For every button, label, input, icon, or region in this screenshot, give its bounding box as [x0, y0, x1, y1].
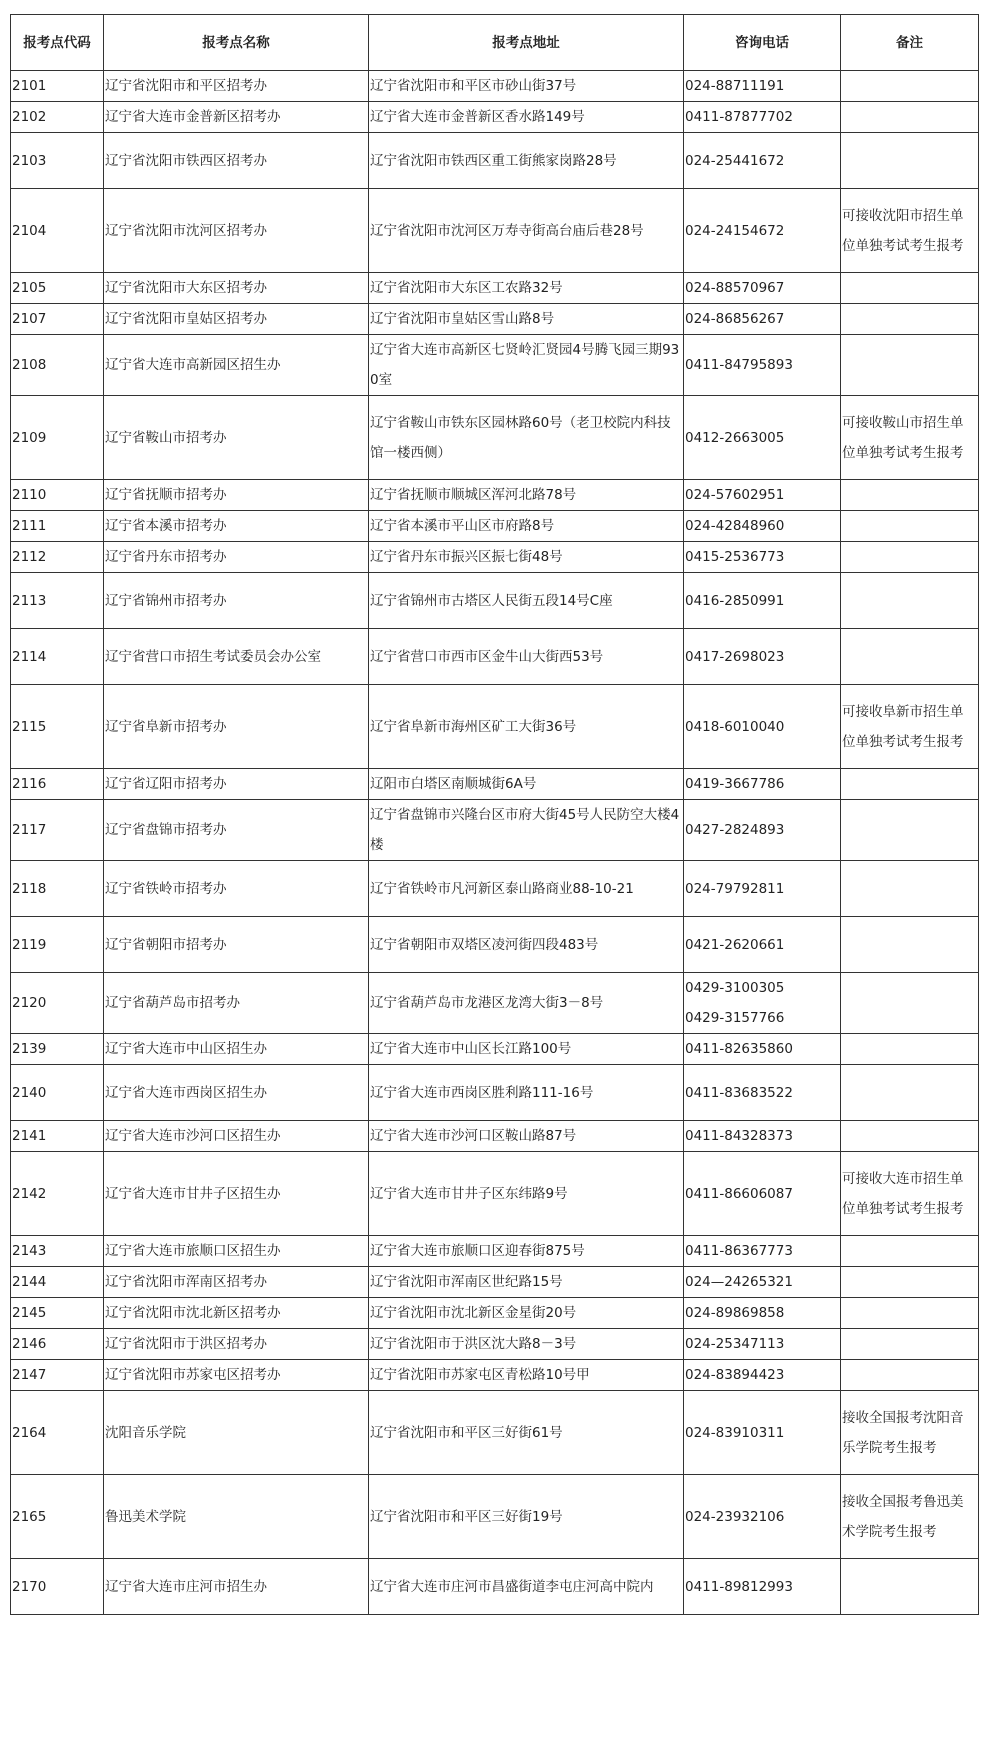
table-row	[11, 480, 979, 511]
cell-name: 辽宁省大连市高新园区招生办	[104, 335, 369, 396]
cell-name: 辽宁省盘锦市招考办	[104, 800, 369, 861]
cell-phone	[684, 102, 841, 133]
phone-number: 0418-6010040	[685, 718, 785, 735]
cell-address: 辽宁省沈阳市和平区三好街61号	[369, 1391, 684, 1475]
cell-name: 辽宁省葫芦岛市招考办	[104, 973, 369, 1034]
phone-number: 024-24154672	[685, 222, 785, 239]
cell-note	[841, 1065, 979, 1121]
cell-address: 辽宁省丹东市振兴区振七街48号	[369, 542, 684, 573]
phone-number: 024—24265321	[685, 1274, 793, 1290]
cell-note	[841, 304, 979, 335]
cell-address: 辽宁省沈阳市大东区工农路32号	[369, 273, 684, 304]
table-row	[11, 1298, 979, 1329]
cell-address: 辽阳市白塔区南顺城街6A号	[369, 769, 684, 800]
table-row	[11, 335, 979, 396]
cell-phone	[684, 800, 841, 861]
cell-phone	[684, 189, 841, 273]
cell-code: 2109	[11, 396, 104, 480]
cell-phone	[684, 133, 841, 189]
phone-number: 0412-2663005	[685, 429, 785, 446]
cell-code: 2107	[11, 304, 104, 335]
cell-name: 辽宁省营口市招生考试委员会办公室	[104, 629, 369, 685]
phone-number: 024-86856267	[685, 311, 785, 327]
cell-phone	[684, 511, 841, 542]
table-row	[11, 973, 979, 1034]
cell-address: 辽宁省大连市沙河口区鞍山路87号	[369, 1121, 684, 1152]
cell-name: 辽宁省大连市旅顺口区招生办	[104, 1236, 369, 1267]
table-row	[11, 304, 979, 335]
table-row	[11, 1236, 979, 1267]
table-row	[11, 1391, 979, 1475]
cell-phone	[684, 273, 841, 304]
phone-number: 0411-82635860	[685, 1041, 793, 1057]
cell-name: 辽宁省本溪市招考办	[104, 511, 369, 542]
cell-note	[841, 542, 979, 573]
cell-phone	[684, 304, 841, 335]
phone-number: 0411-87877702	[685, 109, 793, 125]
cell-code: 2145	[11, 1298, 104, 1329]
cell-code: 2146	[11, 1329, 104, 1360]
cell-address: 辽宁省沈阳市和平区市砂山街37号	[369, 71, 684, 102]
cell-name: 辽宁省抚顺市招考办	[104, 480, 369, 511]
cell-name: 辽宁省大连市金普新区招考办	[104, 102, 369, 133]
cell-name: 辽宁省沈阳市于洪区招考办	[104, 1329, 369, 1360]
cell-code: 2117	[11, 800, 104, 861]
exam-site-table	[10, 14, 979, 1615]
cell-code: 2118	[11, 861, 104, 917]
cell-address: 辽宁省大连市旅顺口区迎春街875号	[369, 1236, 684, 1267]
cell-address: 辽宁省沈阳市沈北新区金星街20号	[369, 1298, 684, 1329]
cell-code: 2101	[11, 71, 104, 102]
table-row	[11, 542, 979, 573]
cell-phone	[684, 1065, 841, 1121]
cell-note	[841, 1360, 979, 1391]
cell-code: 2164	[11, 1391, 104, 1475]
cell-code: 2116	[11, 769, 104, 800]
cell-name: 辽宁省沈阳市铁西区招考办	[104, 133, 369, 189]
cell-address: 辽宁省沈阳市于洪区沈大路8－3号	[369, 1329, 684, 1360]
cell-note	[841, 1034, 979, 1065]
cell-name: 辽宁省朝阳市招考办	[104, 917, 369, 973]
table-row	[11, 1065, 979, 1121]
cell-code: 2170	[11, 1559, 104, 1615]
table-row	[11, 1152, 979, 1236]
cell-name: 沈阳音乐学院	[104, 1391, 369, 1475]
cell-note	[841, 273, 979, 304]
cell-address: 辽宁省沈阳市浑南区世纪路15号	[369, 1267, 684, 1298]
cell-name: 辽宁省锦州市招考办	[104, 573, 369, 629]
cell-phone	[684, 917, 841, 973]
cell-code: 2144	[11, 1267, 104, 1298]
phone-number: 0411-83683522	[685, 1084, 793, 1101]
table-row	[11, 629, 979, 685]
phone-number: 024-89869858	[685, 1305, 785, 1321]
cell-name: 鲁迅美术学院	[104, 1475, 369, 1559]
phone-number: 0429-3100305	[685, 980, 785, 996]
phone-number: 024-42848960	[685, 518, 785, 534]
cell-phone	[684, 1034, 841, 1065]
cell-address: 辽宁省大连市庄河市昌盛街道李屯庄河高中院内	[369, 1559, 684, 1615]
cell-address: 辽宁省大连市中山区长江路100号	[369, 1034, 684, 1065]
phone-number: 0419-3667786	[685, 776, 785, 792]
cell-name: 辽宁省铁岭市招考办	[104, 861, 369, 917]
cell-note	[841, 1559, 979, 1615]
cell-address: 辽宁省铁岭市凡河新区泰山路商业88-10-21	[369, 861, 684, 917]
cell-code: 2165	[11, 1475, 104, 1559]
cell-note: 接收全国报考鲁迅美术学院考生报考	[841, 1475, 979, 1559]
table-row	[11, 1360, 979, 1391]
cell-address: 辽宁省本溪市平山区市府路8号	[369, 511, 684, 542]
phone-number: 0411-84328373	[685, 1128, 793, 1144]
cell-code: 2139	[11, 1034, 104, 1065]
cell-note: 可接收大连市招生单位单独考试考生报考	[841, 1152, 979, 1236]
cell-code: 2111	[11, 511, 104, 542]
cell-note: 可接收沈阳市招生单位单独考试考生报考	[841, 189, 979, 273]
cell-note: 可接收鞍山市招生单位单独考试考生报考	[841, 396, 979, 480]
cell-phone	[684, 629, 841, 685]
cell-phone	[684, 480, 841, 511]
cell-address: 辽宁省朝阳市双塔区凌河街四段483号	[369, 917, 684, 973]
table-row	[11, 573, 979, 629]
cell-name: 辽宁省沈阳市和平区招考办	[104, 71, 369, 102]
phone-number: 024-79792811	[685, 880, 785, 897]
phone-number: 024-25441672	[685, 152, 785, 169]
phone-number: 024-23932106	[685, 1508, 785, 1525]
cell-name: 辽宁省丹东市招考办	[104, 542, 369, 573]
cell-phone	[684, 1475, 841, 1559]
cell-name: 辽宁省沈阳市大东区招考办	[104, 273, 369, 304]
cell-code: 2103	[11, 133, 104, 189]
phone-number: 0417-2698023	[685, 648, 785, 665]
header-note: 备注	[841, 15, 979, 71]
phone-number: 0427-2824893	[685, 822, 785, 838]
header-phone: 咨询电话	[684, 15, 841, 71]
phone-number: 0421-2620661	[685, 936, 785, 953]
cell-phone	[684, 1329, 841, 1360]
cell-name: 辽宁省大连市中山区招生办	[104, 1034, 369, 1065]
phone-number: 0415-2536773	[685, 549, 785, 565]
table-row	[11, 1267, 979, 1298]
cell-phone	[684, 335, 841, 396]
table-row	[11, 396, 979, 480]
phone-number: 024-25347113	[685, 1336, 785, 1352]
cell-code: 2108	[11, 335, 104, 396]
cell-address: 辽宁省沈阳市和平区三好街19号	[369, 1475, 684, 1559]
cell-note	[841, 629, 979, 685]
cell-phone	[684, 1267, 841, 1298]
cell-phone	[684, 1236, 841, 1267]
phone-number: 024-83894423	[685, 1367, 785, 1383]
phone-number: 0411-89812993	[685, 1578, 793, 1595]
cell-address: 辽宁省大连市金普新区香水路149号	[369, 102, 684, 133]
cell-phone	[684, 396, 841, 480]
cell-code: 2105	[11, 273, 104, 304]
cell-code: 2147	[11, 1360, 104, 1391]
cell-note	[841, 769, 979, 800]
phone-number: 0411-86367773	[685, 1243, 793, 1259]
cell-name: 辽宁省大连市甘井子区招生办	[104, 1152, 369, 1236]
table-row	[11, 800, 979, 861]
cell-note	[841, 102, 979, 133]
cell-code: 2104	[11, 189, 104, 273]
cell-address: 辽宁省阜新市海州区矿工大街36号	[369, 685, 684, 769]
phone-number: 0411-86606087	[685, 1185, 793, 1202]
table-row	[11, 71, 979, 102]
cell-address: 辽宁省抚顺市顺城区浑河北路78号	[369, 480, 684, 511]
table-row	[11, 1475, 979, 1559]
table-row	[11, 133, 979, 189]
cell-note	[841, 133, 979, 189]
cell-phone	[684, 573, 841, 629]
cell-name: 辽宁省大连市庄河市招生办	[104, 1559, 369, 1615]
cell-note	[841, 1298, 979, 1329]
table-row	[11, 1559, 979, 1615]
cell-address: 辽宁省鞍山市铁东区园林路60号（老卫校院内科技馆一楼西侧）	[369, 396, 684, 480]
header-address: 报考点地址	[369, 15, 684, 71]
table-row	[11, 1121, 979, 1152]
cell-address: 辽宁省大连市甘井子区东纬路9号	[369, 1152, 684, 1236]
cell-name: 辽宁省沈阳市苏家屯区招考办	[104, 1360, 369, 1391]
cell-name: 辽宁省大连市沙河口区招生办	[104, 1121, 369, 1152]
table-header-row	[11, 15, 979, 71]
cell-code: 2113	[11, 573, 104, 629]
table-row	[11, 102, 979, 133]
cell-code: 2110	[11, 480, 104, 511]
cell-code: 2114	[11, 629, 104, 685]
cell-code: 2141	[11, 1121, 104, 1152]
cell-note	[841, 1121, 979, 1152]
phone-number: 024-88711191	[685, 78, 785, 94]
cell-code: 2120	[11, 973, 104, 1034]
cell-phone	[684, 1360, 841, 1391]
cell-note	[841, 917, 979, 973]
table-row	[11, 1034, 979, 1065]
cell-address: 辽宁省锦州市古塔区人民街五段14号C座	[369, 573, 684, 629]
cell-note	[841, 1236, 979, 1267]
table-row	[11, 685, 979, 769]
cell-address: 辽宁省沈阳市沈河区万寿寺街高台庙后巷28号	[369, 189, 684, 273]
cell-address: 辽宁省沈阳市铁西区重工街熊家岗路28号	[369, 133, 684, 189]
cell-name: 辽宁省阜新市招考办	[104, 685, 369, 769]
cell-phone	[684, 1298, 841, 1329]
phone-number: 0429-3157766	[685, 1010, 785, 1026]
cell-address: 辽宁省沈阳市苏家屯区青松路10号甲	[369, 1360, 684, 1391]
cell-phone	[684, 685, 841, 769]
cell-code: 2102	[11, 102, 104, 133]
cell-phone	[684, 769, 841, 800]
cell-phone	[684, 973, 841, 1034]
table-body	[11, 71, 979, 1615]
table-row	[11, 511, 979, 542]
cell-phone	[684, 71, 841, 102]
table-row	[11, 917, 979, 973]
cell-note	[841, 480, 979, 511]
cell-phone	[684, 1121, 841, 1152]
cell-note	[841, 800, 979, 861]
phone-number: 0411-84795893	[685, 357, 793, 373]
cell-phone	[684, 1559, 841, 1615]
header-code: 报考点代码	[11, 15, 104, 71]
cell-code: 2119	[11, 917, 104, 973]
cell-note: 接收全国报考沈阳音乐学院考生报考	[841, 1391, 979, 1475]
cell-address: 辽宁省大连市高新区七贤岭汇贤园4号腾飞园三期930室	[369, 335, 684, 396]
cell-name: 辽宁省辽阳市招考办	[104, 769, 369, 800]
phone-number: 024-83910311	[685, 1424, 785, 1441]
cell-address: 辽宁省沈阳市皇姑区雪山路8号	[369, 304, 684, 335]
cell-address: 辽宁省大连市西岗区胜利路111-16号	[369, 1065, 684, 1121]
phone-number: 024-88570967	[685, 280, 785, 296]
cell-note	[841, 335, 979, 396]
cell-phone	[684, 1152, 841, 1236]
cell-code: 2143	[11, 1236, 104, 1267]
cell-phone	[684, 542, 841, 573]
table-row	[11, 189, 979, 273]
cell-address: 辽宁省盘锦市兴隆台区市府大街45号人民防空大楼4楼	[369, 800, 684, 861]
cell-name: 辽宁省沈阳市浑南区招考办	[104, 1267, 369, 1298]
cell-note	[841, 1329, 979, 1360]
cell-note	[841, 511, 979, 542]
cell-code: 2115	[11, 685, 104, 769]
table-row	[11, 861, 979, 917]
header-name: 报考点名称	[104, 15, 369, 71]
cell-name: 辽宁省沈阳市沈河区招考办	[104, 189, 369, 273]
cell-name: 辽宁省沈阳市沈北新区招考办	[104, 1298, 369, 1329]
cell-code: 2112	[11, 542, 104, 573]
cell-note: 可接收阜新市招生单位单独考试考生报考	[841, 685, 979, 769]
cell-name: 辽宁省沈阳市皇姑区招考办	[104, 304, 369, 335]
cell-address: 辽宁省葫芦岛市龙港区龙湾大街3－8号	[369, 973, 684, 1034]
cell-phone	[684, 1391, 841, 1475]
cell-note	[841, 861, 979, 917]
cell-code: 2142	[11, 1152, 104, 1236]
cell-address: 辽宁省营口市西市区金牛山大街西53号	[369, 629, 684, 685]
phone-number: 024-57602951	[685, 487, 785, 503]
cell-name: 辽宁省大连市西岗区招生办	[104, 1065, 369, 1121]
cell-note	[841, 71, 979, 102]
cell-note	[841, 973, 979, 1034]
cell-note	[841, 573, 979, 629]
cell-note	[841, 1267, 979, 1298]
table-row	[11, 1329, 979, 1360]
table-row	[11, 769, 979, 800]
cell-name: 辽宁省鞍山市招考办	[104, 396, 369, 480]
phone-number: 0416-2850991	[685, 592, 785, 609]
table-row	[11, 273, 979, 304]
cell-phone	[684, 861, 841, 917]
document-page	[10, 14, 978, 1615]
cell-code: 2140	[11, 1065, 104, 1121]
